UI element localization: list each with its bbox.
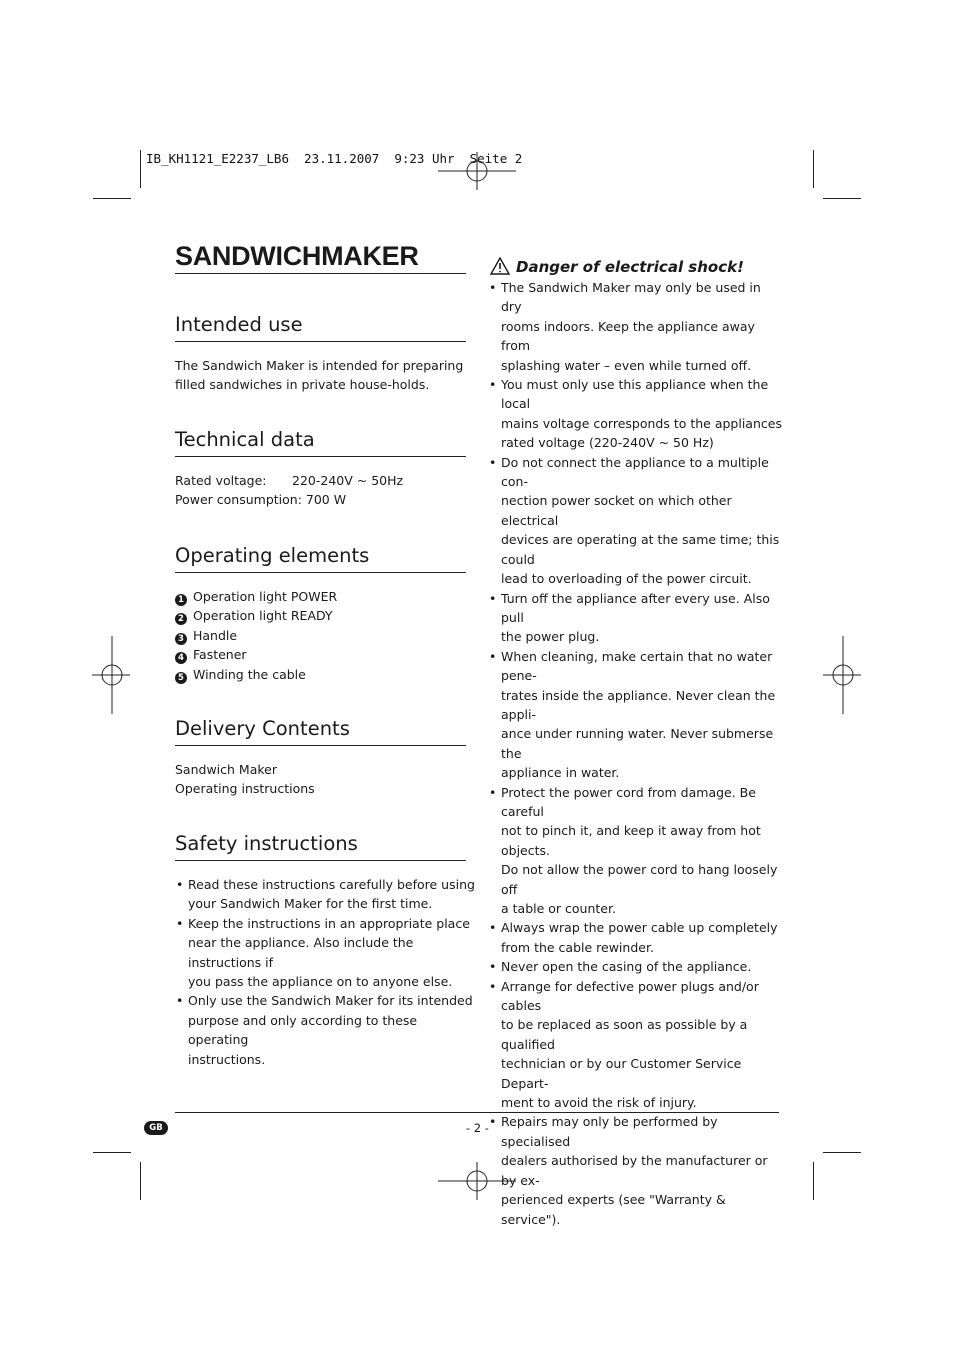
- operating-elements-list: [175, 587, 470, 684]
- bullet-line: the power plug.: [501, 629, 600, 645]
- bullet-line: • Protect the power cord from damage. Be careful: [501, 784, 756, 819]
- bullet-item: [488, 453, 784, 589]
- spec-value: 700 W: [305, 492, 347, 508]
- number-badge: 5: [175, 672, 187, 684]
- danger-heading: Danger of electrical shock!: [516, 258, 744, 276]
- bullet-item: [488, 278, 784, 375]
- bullet-line: • Read these instructions carefully before using: [188, 877, 475, 892]
- item-label: Operation light POWER: [193, 589, 338, 604]
- bullet-line: • Keep the instructions in an appropriate place: [188, 915, 470, 931]
- registration-mark-icon: [92, 636, 170, 714]
- print-slug-line: IB_KH1121_E2237_LB6 23.11.2007 9:23 Uhr Seite 2: [146, 151, 523, 166]
- crop-mark: [93, 1152, 131, 1153]
- bullet-line: you pass the appliance on to anyone else.: [188, 974, 453, 990]
- list-item: Sandwich Maker: [175, 762, 277, 777]
- bullet-line: • The Sandwich Maker may only be used in dry: [501, 280, 761, 315]
- bullet-line: perienced experts (see "Warranty & service").: [501, 1192, 726, 1227]
- bullet-item: [488, 957, 784, 976]
- bullet-line: mains voltage corresponds to the appliances: [501, 415, 782, 431]
- bullet-line: a table or counter.: [501, 901, 616, 916]
- bullet-item: [488, 1112, 784, 1228]
- safety-instructions-list: [175, 875, 475, 1069]
- number-badge: 2: [175, 613, 187, 625]
- danger-list: [488, 278, 784, 1229]
- bullet-line: instructions.: [188, 1051, 266, 1067]
- list-item: Operating instructions: [175, 781, 315, 797]
- list-item: [175, 626, 470, 645]
- bullet-item: [488, 375, 784, 453]
- warning-triangle-icon: [490, 257, 510, 275]
- crop-mark: [140, 1162, 141, 1200]
- page-title: SANDWICHMAKER: [175, 240, 466, 274]
- item-label: Fastener: [193, 647, 247, 663]
- item-label: Winding the cable: [193, 666, 306, 682]
- crop-mark: [93, 198, 131, 199]
- crop-mark: [140, 150, 141, 188]
- number-badge: 1: [175, 594, 187, 606]
- language-badge: GB: [144, 1121, 168, 1135]
- bullet-item: [488, 783, 784, 919]
- text-line: The Sandwich Maker is intended for preparing: [175, 358, 464, 373]
- crop-mark: [813, 150, 814, 188]
- list-item: [175, 665, 470, 684]
- spec-value: 220-240V ~ 50Hz: [292, 473, 404, 488]
- bullet-line: • Only use the Sandwich Maker for its intended: [188, 993, 473, 1009]
- item-label: Operation light READY: [193, 608, 333, 624]
- registration-mark-icon: [438, 132, 516, 210]
- footer-divider: [175, 1112, 779, 1113]
- spec-label: Power consumption:: [175, 492, 302, 508]
- bullet-line: • Do not connect the appliance to a multiple con-: [501, 454, 769, 490]
- intended-use-heading: Intended use: [175, 313, 466, 342]
- bullet-line: dealers authorised by the manufacturer or by ex-: [501, 1153, 768, 1188]
- bullet-line: appliance in water.: [501, 765, 620, 781]
- technical-data-heading: Technical data: [175, 428, 466, 457]
- bullet-line: • Always wrap the power cable up completely: [501, 920, 778, 936]
- number-badge: 4: [175, 652, 187, 664]
- safety-instructions-heading: Safety instructions: [175, 832, 466, 861]
- bullet-line: rated voltage (220-240V ~ 50 Hz): [501, 435, 714, 451]
- bullet-line: trates inside the appliance. Never clean the appli-: [501, 687, 776, 722]
- crop-mark: [823, 198, 861, 199]
- bullet-line: technician or by our Customer Service Depart-: [501, 1056, 742, 1091]
- bullet-line: rooms indoors. Keep the appliance away from: [501, 318, 755, 354]
- spec-row: [175, 490, 470, 509]
- bullet-line: to be replaced as soon as possible by a qualified: [501, 1017, 748, 1052]
- bullet-item: [175, 875, 475, 914]
- bullet-line: • Repairs may only be performed by specialised: [501, 1114, 718, 1149]
- bullet-line: nection power socket on which other electrical: [501, 493, 732, 528]
- bullet-item: [175, 914, 475, 992]
- bullet-line: • Never open the casing of the appliance.: [501, 959, 752, 975]
- page-number: - 2 -: [466, 1121, 489, 1135]
- bullet-item: [175, 991, 475, 1069]
- delivery-contents-heading: Delivery Contents: [175, 717, 466, 746]
- bullet-line: devices are operating at the same time; this could: [501, 532, 780, 567]
- bullet-line: • Turn off the appliance after every use. Also pull: [501, 590, 770, 625]
- number-badge: 3: [175, 633, 187, 645]
- delivery-contents-list: [175, 760, 470, 799]
- bullet-item: [488, 918, 784, 957]
- registration-mark-icon: [823, 636, 901, 714]
- bullet-line: • Arrange for defective power plugs and/or cables: [501, 978, 759, 1014]
- crop-mark: [813, 1162, 814, 1200]
- bullet-line: purpose and only according to these operating: [188, 1012, 418, 1048]
- spec-label: Rated voltage:: [175, 473, 267, 488]
- bullet-line: lead to overloading of the power circuit.: [501, 571, 752, 587]
- list-item: [175, 587, 470, 606]
- item-label: Handle: [193, 627, 238, 643]
- operating-elements-heading: Operating elements: [175, 544, 466, 573]
- bullet-line: from the cable rewinder.: [501, 939, 654, 955]
- bullet-line: ment to avoid the risk of injury.: [501, 1095, 697, 1111]
- bullet-item: [488, 977, 784, 1113]
- bullet-line: Do not allow the power cord to hang loosely off: [501, 862, 778, 897]
- bullet-line: • When cleaning, make certain that no water pene-: [501, 648, 773, 684]
- bullet-item: [488, 647, 784, 783]
- list-item: [175, 645, 470, 664]
- bullet-line: near the appliance. Also include the instructions if: [188, 935, 414, 970]
- technical-data-table: [175, 471, 470, 510]
- list-item: [175, 606, 470, 625]
- bullet-line: ance under running water. Never submerse the: [501, 726, 774, 761]
- bullet-line: splashing water – even while turned off.: [501, 357, 752, 373]
- bullet-line: • You must only use this appliance when the local: [501, 377, 769, 412]
- bullet-item: [488, 589, 784, 647]
- spec-row: [175, 471, 470, 490]
- crop-mark: [823, 1152, 861, 1153]
- text-line: filled sandwiches in private house-holds.: [175, 377, 430, 393]
- bullet-line: not to pinch it, and keep it away from hot objects.: [501, 823, 761, 858]
- intended-use-text: [175, 356, 470, 395]
- bullet-line: your Sandwich Maker for the first time.: [188, 896, 433, 912]
